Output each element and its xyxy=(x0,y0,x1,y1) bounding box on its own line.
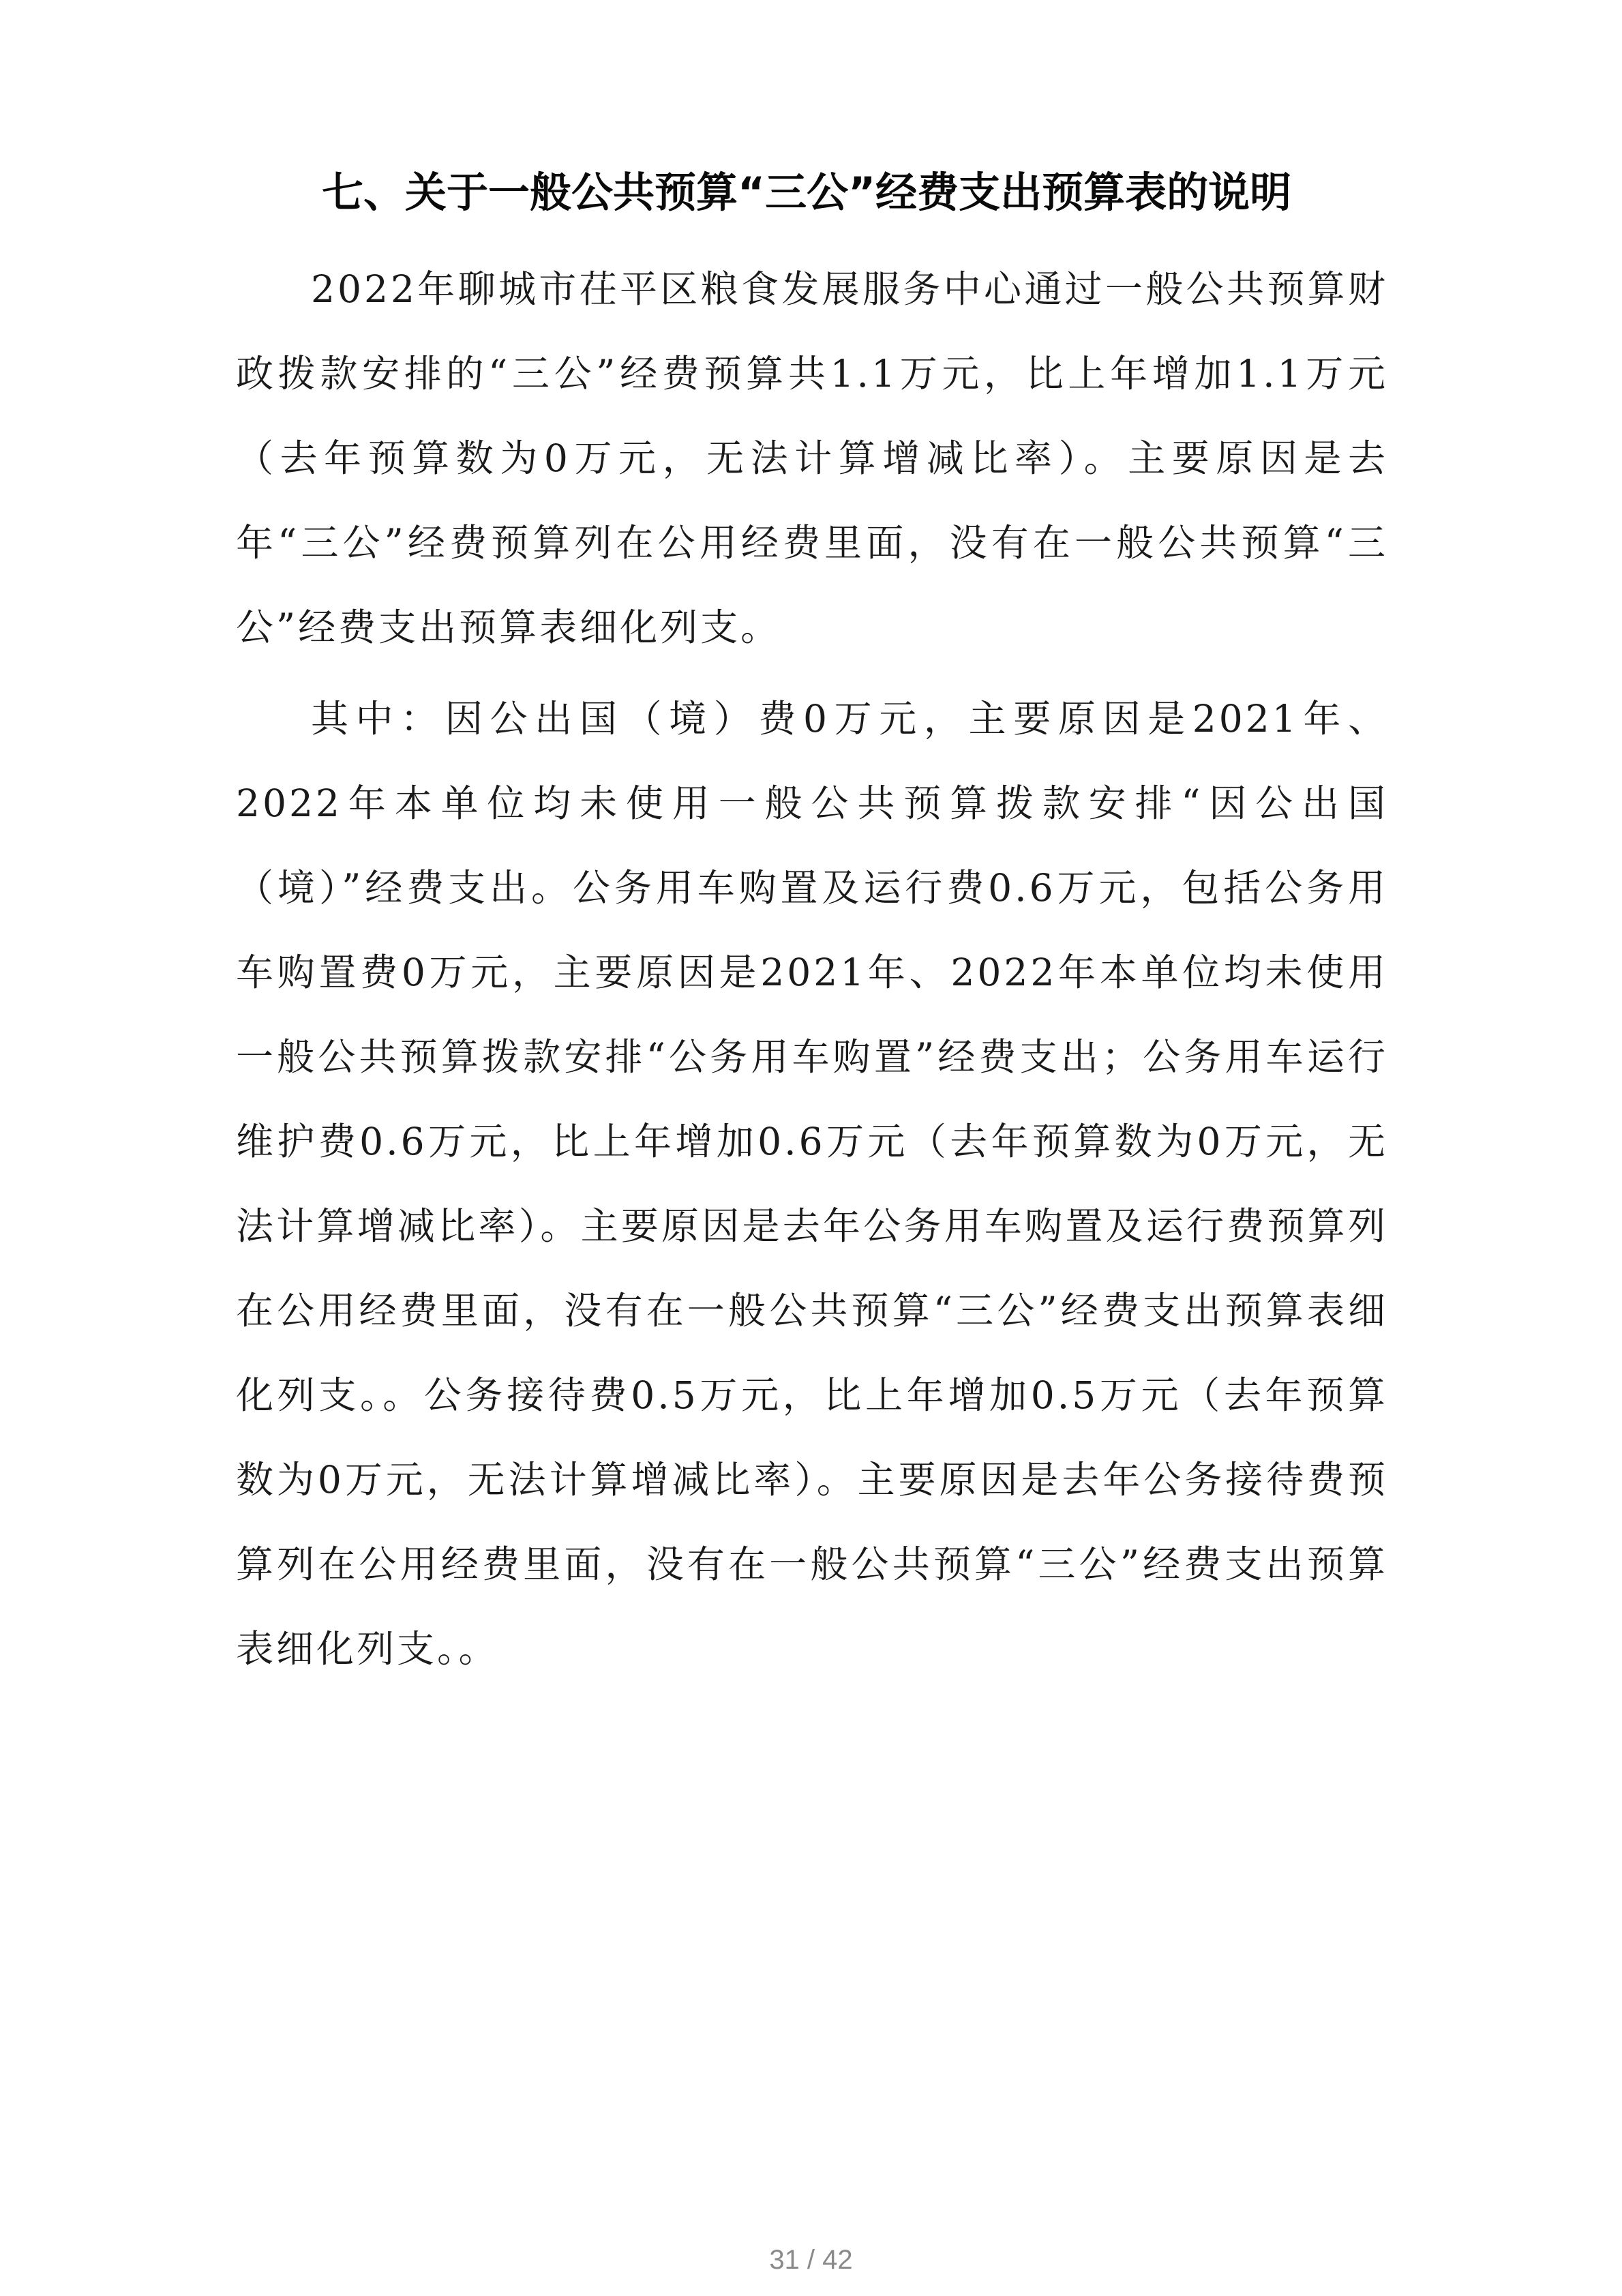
section-heading: 七、关于一般公共预算“三公”经费支出预算表的说明 xyxy=(322,168,1292,217)
paragraph-budget-summary: 2022年聊城市茌平区粮食发展服务中心通过一般公共预算财政拨款安排的“三公”经费预算共1.1万元，比上年增加1.1万元（去年预算数为0万元，无法计算增减比率）。主要原因是去年“三公”经费预算列在公用经费里面，没有在一般公共预算“三公”经费支出预算表细化列支。 xyxy=(236,267,1388,649)
page-number: 31 / 42 xyxy=(769,2245,853,2275)
paragraph-budget-details: 其中：因公出国（境）费0万元，主要原因是2021年、2022年本单位均未使用一般公共预算拨款安排“因公出国（境）”经费支出。公务用车购置及运行费0.6万元，包括公务用车购置费0万元，主要原因是2021年、2022年本单位均未使用一般公共预算拨款安排“公务用车购置”经费支出；公务用车运行维护费0.6万元，比上年增加0.6万元（去年预算数为0万元，无法计算增减比率）。主要原因是去年公务用车购置及运行费预算列在公用经费里面，没有在一般公共预算“三公”经费支出预算表细化列支。。公务接待费0.5万元，比上年增加0.5万元（去年预算数为0万元，无法计算增减比率）。主要原因是去年公务接待费预算列在公用经费里面，没有在一般公共预算“三公”经费支出预算表细化列支。。 xyxy=(236,697,1388,1671)
